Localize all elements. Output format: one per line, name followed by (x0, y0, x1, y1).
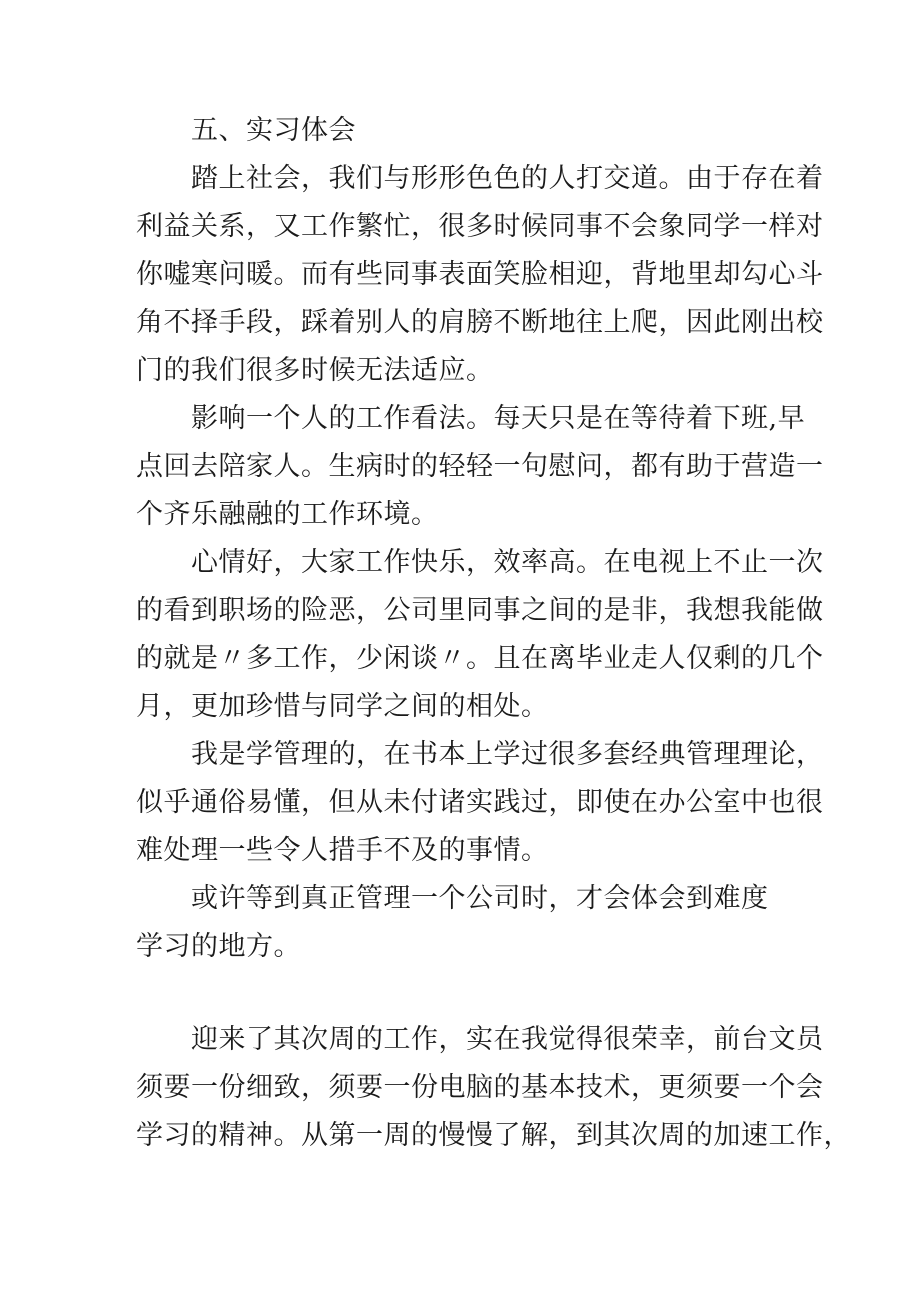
paragraph-line: 我是学管理的，在书本上学过很多套经典管理理论， (191, 739, 824, 770)
paragraph-line: 学习的地方。 (136, 931, 301, 962)
paragraph-line: 学习的精神。从第一周的慢慢了解，到其次周的加速工作， (136, 1120, 851, 1151)
paragraph-line: 门的我们很多时候无法适应。 (136, 355, 494, 386)
paragraph-line: 或许等到真正管理一个公司时，才会体会到难度 (191, 883, 769, 914)
paragraph-line: 利益关系，又工作繁忙，很多时候同事不会象同学一样对 (136, 211, 824, 242)
paragraph-line: 迎来了其次周的工作，实在我觉得很荣幸，前台文员 (191, 1024, 824, 1055)
paragraph-line: 难处理一些令人措手不及的事情。 (136, 835, 549, 866)
paragraph-line: 须要一份细致，须要一份电脑的基本技术，更须要一个会 (136, 1072, 824, 1103)
paragraph-line: 心情好，大家工作快乐，效率高。在电视上不止一次 (191, 547, 824, 578)
paragraph-line: 的就是〃多工作，少闲谈〃。且在离毕业走人仅剩的几个 (136, 643, 824, 674)
paragraph-line: 的看到职场的险恶，公司里同事之间的是非，我想我能做 (136, 595, 824, 626)
paragraph-line: 踏上社会，我们与形形色色的人打交道。由于存在着 (191, 163, 824, 194)
paragraph-line: 个齐乐融融的工作环境。 (136, 499, 439, 530)
paragraph-line: 似乎通俗易懂，但从未付诸实践过，即使在办公室中也很 (136, 787, 824, 818)
section-heading: 五、实习体会 (191, 115, 356, 146)
paragraph-line: 月，更加珍惜与同学之间的相处。 (136, 691, 549, 722)
paragraph-line: 影响一个人的工作看法。每天只是在等待着下班,早 (191, 403, 806, 434)
paragraph-line: 角不择手段，踩着别人的肩膀不断地往上爬，因此刚出校 (136, 307, 824, 338)
paragraph-line: 点回去陪家人。生病时的轻轻一句慰问，都有助于营造一 (136, 451, 824, 482)
paragraph-line: 你嘘寒问暖。而有些同事表面笑脸相迎，背地里却勾心斗 (136, 259, 824, 290)
